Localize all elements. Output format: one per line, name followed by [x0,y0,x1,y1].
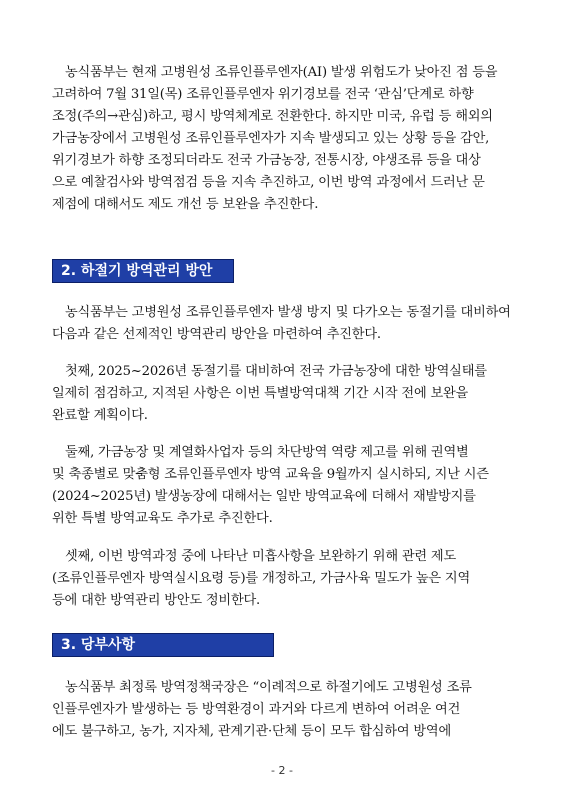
text-line: 농식품부는 현재 고병원성 조류인플루엔자(AI) 발생 위험도가 낮아진 점 등을 [52,65,498,80]
text-line: 일제히 점검하고, 지적된 사항은 이번 특별방역대책 기간 시작 전에 보완을 [52,386,469,401]
section2-paragraph-2 [52,361,514,427]
text-line: 다음과 같은 선제적인 방역관리 방안을 마련하여 추진한다. [52,327,381,342]
text-line: 으로 예찰검사와 방역점검 등을 지속 추진하고, 이번 방역 과정에서 드러난 문 [52,175,485,190]
section3-paragraph-1 [52,677,514,743]
page-number: - 2 - [271,764,293,777]
text-line: 및 축종별로 맞춤형 조류인플루엔자 방역 교육을 9월까지 실시하되, 지난 시즌 [52,467,489,482]
text-line: 셋째, 이번 방역과정 중에 나타난 미흡사항을 보완하기 위해 관련 제도 [52,549,457,564]
section2-paragraph-1 [52,302,514,346]
text-line: 고려하여 7월 31일(목) 조류인플루엔자 위기경보를 전국 ‘관심’단계로 하향 [52,87,474,102]
text-line: 둘째, 가금농장 및 계열화사업자 등의 차단방역 역량 제고를 위해 권역별 [52,445,469,460]
section2-paragraph-3 [52,442,514,530]
section2-paragraph-4 [52,546,514,612]
intro-paragraph [52,62,514,216]
text-line: 인플루엔자가 발생하는 등 방역환경이 과거와 다르게 변하여 어려운 여건 [52,702,461,717]
text-line: (조류인플루엔자 방역실시요령 등)를 개정하고, 가금사육 밀도가 높은 지역 [52,571,470,586]
text-line: 위기경보가 하향 조정되더라도 전국 가금농장, 전통시장, 야생조류 등을 대상 [52,153,481,168]
text-line: 위한 특별 방역교육도 추가로 추진한다. [52,511,273,526]
text-line: 조정(주의→관심)하고, 평시 방역체계로 전환한다. 하지만 미국, 유럽 등 해외의 [52,109,493,124]
text-line: 가금농장에서 고병원성 조류인플루엔자가 지속 발생되고 있는 상황 등을 감안, [52,131,490,146]
text-line: 완료할 계획이다. [52,408,148,423]
text-line: 에도 불구하고, 농가, 지자체, 관계기관·단체 등이 모두 합심하여 방역에 [52,724,451,739]
section-heading-2: 2. 하절기 방역관리 방안 [52,259,234,283]
text-line: 제점에 대해서도 제도 개선 등 보완을 추진한다. [52,197,319,212]
section-heading-3: 3. 당부사항 [52,633,274,657]
text-line: 농식품부는 고병원성 조류인플루엔자 발생 방지 및 다가오는 동절기를 대비하여 [52,305,511,320]
text-line: 농식품부 최정록 방역정책국장은 “이례적으로 하절기에도 고병원성 조류 [52,680,472,695]
text-line: 첫째, 2025~2026년 동절기를 대비하여 전국 가금농장에 대한 방역실태를 [52,364,487,379]
text-line: (2024~2025년) 발생농장에 대해서는 일반 방역교육에 더해서 재발방지를 [52,489,476,504]
text-line: 등에 대한 방역관리 방안도 정비한다. [52,593,261,608]
